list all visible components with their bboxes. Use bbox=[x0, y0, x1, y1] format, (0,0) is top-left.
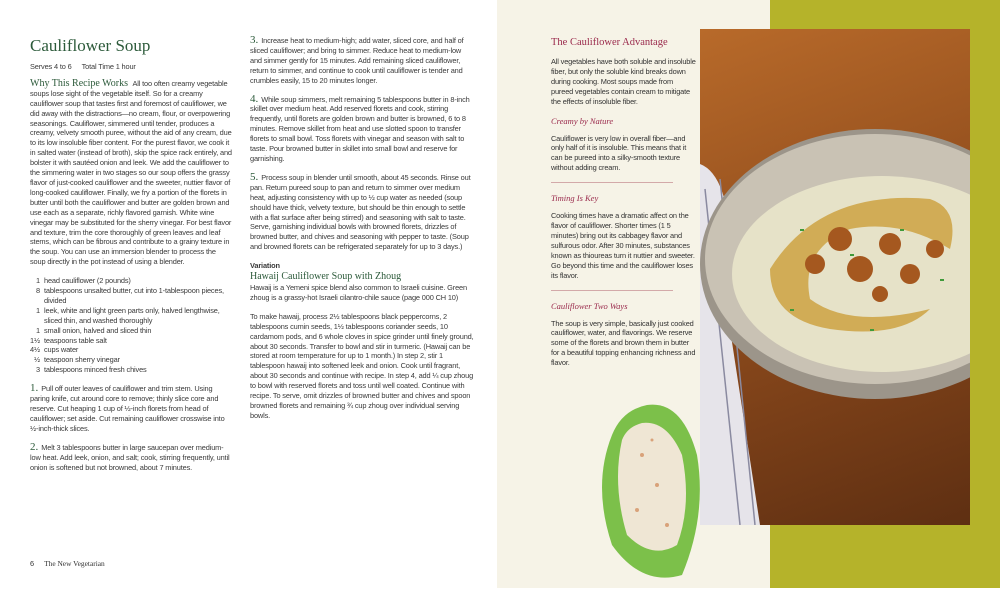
recipe-title: Cauliflower Soup bbox=[30, 36, 151, 55]
step-number: 2. bbox=[30, 440, 39, 453]
step-4 bbox=[250, 92, 474, 164]
total-time: Total Time 1 hour bbox=[81, 62, 136, 71]
ingredient-qty: 1 bbox=[36, 305, 40, 315]
soup-bowl-image bbox=[700, 29, 970, 525]
ingredient bbox=[30, 345, 232, 355]
ingredient-qty: 4½ bbox=[30, 345, 40, 355]
ingredient-text: leek, white and light green parts only, halved lengthwise, sliced thin, and washed thoroughly bbox=[44, 305, 220, 325]
ingredient-qty: 3 bbox=[36, 365, 40, 375]
step-number: 3. bbox=[250, 34, 259, 46]
ingredient bbox=[30, 365, 232, 375]
page-number: 6 bbox=[30, 559, 35, 568]
ingredient bbox=[30, 336, 232, 346]
step-text: Pull off outer leaves of cauliflower and trim stem. Using paring knife, cut around core to remove; thinly slice core and reserve. Cut heaping 1 cup of ½-inch florets from head of cauliflower; set aside. Cut remaining cauliflower crosswise into ½-inch-thick slices. bbox=[30, 384, 225, 433]
variation-title: Hawaij Cauliflower Soup with Zhoug bbox=[250, 271, 402, 283]
variation-label: Variation bbox=[250, 261, 280, 271]
ingredient-qty: ½ bbox=[33, 355, 40, 365]
ingredient-text: tablespoons minced fresh chives bbox=[44, 365, 147, 375]
ingredient bbox=[30, 355, 232, 365]
serves: Serves 4 to 6 bbox=[30, 62, 72, 71]
sidebar-text: Cauliflower is very low in overall fiber—and only half of it is insoluble. This means that it can be pureed into a silky-smooth texture without adding cream. bbox=[551, 133, 687, 173]
step-2 bbox=[30, 440, 232, 473]
sidebar bbox=[551, 36, 696, 377]
variation-intro: Hawaij is a Yemeni spice blend also common to Israeli cuisine. Green zhoug is a grassy-hot Israeli cilantro-chile sauce (page 000 CH 10) bbox=[250, 283, 467, 302]
step-number: 1. bbox=[30, 382, 39, 395]
sidebar-heading: Timing Is Key bbox=[551, 193, 599, 204]
why-label: Why This Recipe Works bbox=[30, 77, 128, 89]
divider bbox=[551, 182, 673, 183]
sidebar-heading: Cauliflower Two Ways bbox=[551, 300, 628, 311]
step-1 bbox=[30, 384, 232, 434]
ingredient bbox=[30, 286, 232, 306]
ingredient bbox=[30, 326, 232, 336]
sidebar-text: The soup is very simple, basically just cooked cauliflower, water, and flavorings. We reserve some of the florets and brown them in butter for a beautiful topping enhancing richness and flavor. bbox=[551, 318, 696, 368]
sidebar-intro: All vegetables have both soluble and insoluble fiber, but only the soluble kind breaks down during cooking. Most soups made from pureed vegetables contain cream to mitigate the effects of insoluble fiber. bbox=[551, 57, 696, 106]
divider bbox=[551, 290, 673, 291]
step-number: 5. bbox=[250, 170, 259, 183]
step-text: Increase heat to medium-high; add water, sliced core, and half of sliced cauliflower; and bring to simmer. Reduce heat to medium-low and simmer gently for 15 minutes. Add remaining sliced cauliflower, return to simmer, and continue to cook until cauliflower is tender and crumbles easily, 15 to 20 minutes longer. bbox=[250, 36, 464, 85]
ingredient-qty: 1 bbox=[36, 325, 40, 335]
cauliflower-illustration bbox=[592, 395, 707, 592]
step-3 bbox=[250, 36, 474, 86]
ingredient-list bbox=[30, 276, 232, 375]
step-number: 4. bbox=[250, 92, 259, 105]
sidebar-heading: Creamy by Nature bbox=[551, 115, 614, 126]
sidebar-text: Cooking times have a dramatic affect on the flavor of cauliflower. Shorter times (1 5 minutes) bring out its cabbagey flavor and sulfurous odor. After 30 minutes, substances known as thioureas turn it nuttier and sweeter. Go beyond this time and the cauliflower loses its flavor. bbox=[551, 211, 695, 280]
step-text: Process soup in blender until smooth, about 45 seconds. Rinse out pan. Return pureed soup to pan and return to simmer over medium heat, adjusting consistency with up to ½ cup water as needed (soup should have thick, velvety texture, but should be thin enough to settle with a flat surface after being stirred) and seasoning with salt to taste. Serve, garnishing individual bowls with browned florets, drizzles of browned butter, and chives and seasoning with pepper to taste. (Soup and browned florets can be refrigerated separately for up to 3 days.) bbox=[250, 172, 471, 252]
soup-photo bbox=[700, 29, 970, 525]
recipe-meta bbox=[30, 62, 232, 72]
step-5 bbox=[250, 170, 474, 252]
cauliflower-drawing bbox=[592, 395, 707, 587]
ingredient-text: tablespoons unsalted butter, cut into 1-tablespoon pieces, divided bbox=[44, 286, 224, 305]
why-this-recipe-works bbox=[30, 79, 232, 267]
ingredient bbox=[30, 276, 232, 286]
variation-text: To make hawaij, process 2½ tablespoons black peppercorns, 2 tablespoons cumin seeds, 1½ tablespoons coriander seeds, 10 cardamom pods, and 6 whole cloves in spice grinder until finely ground, about 30 seconds. Transfer to bowl and stir in turmeric. (Hawaij can be stored at room temperature for up to 1 month.) In step 2, stir 1 tablespoon hawaij into softened leek and onion. Cook until fragrant, about 30 seconds and continue with recipe. In step 4, add ¼ cup zhoug to bowl with reserved florets and toss until well coated. Continue with recipe. To serve, omit drizzles of browned butter and chives and spoon browned florets and remaining ¾ cup zhoug over individual serving bowls. bbox=[250, 311, 474, 420]
book-title: The New Vegetarian bbox=[44, 559, 105, 568]
recipe-column-2 bbox=[250, 36, 474, 430]
ingredient-text: small onion, halved and sliced thin bbox=[44, 325, 152, 335]
sidebar-title: The Cauliflower Advantage bbox=[551, 37, 668, 48]
ingredient-text: cups water bbox=[44, 345, 79, 355]
step-text: Melt 3 tablespoons butter in large saucepan over medium-low heat. Add leek, onion, and salt; cook, stirring frequently, until onion is softened but not browned, about 7 minutes. bbox=[30, 442, 230, 472]
ingredient-qty: 8 bbox=[36, 286, 40, 296]
page-footer bbox=[30, 559, 105, 568]
ingredient-text: teaspoon sherry vinegar bbox=[44, 355, 120, 365]
ingredient-qty: 1 bbox=[36, 276, 40, 286]
recipe-column-1 bbox=[30, 36, 232, 481]
ingredient-qty: 1½ bbox=[30, 335, 40, 345]
why-text: All too often creamy vegetable soups lose sight of the vegetable itself. So for a creamy cauliflower soup that tastes first and foremost of cauliflower, we did away with the distractions—no cream, flour, or overpowering seasonings. Cauliflower, simmered until tender, produces a creamy, velvety smooth puree, without the aid of any cream, due to its low insoluble fiber content. For the purest flavor, we cook it in salted water (instead of broth), skip the spice rack entirely, and bolster it with sautéed onion and leek. We add the cauliflower to the simmering water in two stages so our soup offers the grassy flavor of just-cooked cauliflower and the sweeter, nuttier flavor of long-cooked cauliflower. Finally, we fry a portion of the florets in butter until both the cauliflower and butter are golden brown and use each as a separate, richly flavored garnish. White wine vinegar may be substituted for the sherry vinegar. For best flavor and texture, trim the core thoroughly of green leaves and leaf stems, which can be fibrous and contribute to a grainy texture in the soup. You can use an immersion blender to process the soup directly in the pot instead of using a blender. bbox=[30, 78, 232, 267]
ingredient-text: head cauliflower (2 pounds) bbox=[44, 276, 131, 286]
ingredient bbox=[30, 306, 232, 326]
step-text: While soup simmers, melt remaining 5 tablespoons butter in 8-inch skillet over medium heat. Add reserved florets and cook, stirring frequently, until florets are golden brown and butter is browned, 6 to 8 minutes. Remove skillet from heat and use slotted spoon to transfer florets to small bowl. Toss florets with vinegar and season with salt to taste. Pour browned butter in skillet into small bowl and reserve for garnishing. bbox=[250, 94, 470, 163]
ingredient-text: teaspoons table salt bbox=[44, 335, 107, 345]
